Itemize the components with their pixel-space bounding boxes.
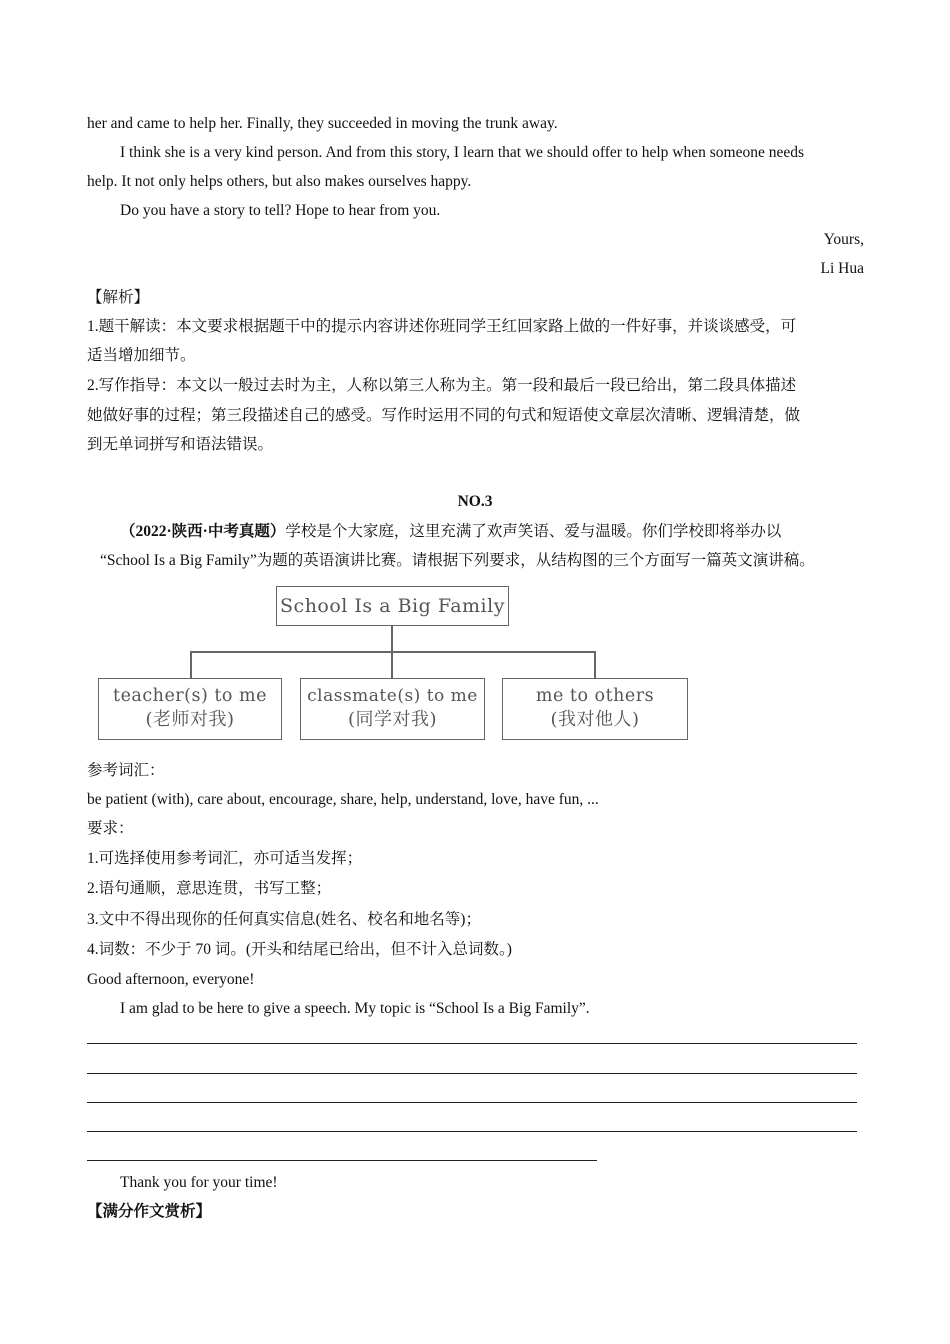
writing-line <box>87 1043 857 1044</box>
letter-closing: Yours, <box>823 231 864 248</box>
letter-paragraph-2-line-2: help. It not only helps others, but also makes ourselves happy. <box>87 173 472 190</box>
analysis-item-1-line-2: 适当增加细节。 <box>87 347 196 364</box>
speech-opening: I am glad to be here to give a speech. My topic is “School Is a Big Family”. <box>120 1000 590 1017</box>
requirement-item: 3.文中不得出现你的任何真实信息(姓名、校名和地名等)； <box>87 911 481 928</box>
diagram-connector-left <box>190 651 192 678</box>
requirement-item: 2.语句通顺，意思连贯，书写工整； <box>87 880 332 897</box>
requirement-item: 4.词数：不少于 70 词。(开头和结尾已给出，但不计入总词数。) <box>87 941 512 958</box>
question-prompt-text: 学校是个大家庭，这里充满了欢声笑语、爱与温暖。你们学校即将举办以 <box>285 523 782 540</box>
question-prompt-line-1 <box>120 521 781 543</box>
diagram-box-teachers <box>98 678 282 740</box>
diagram-box-teachers-en: teacher(s) to me <box>113 686 267 706</box>
diagram-box-teachers-zh: (老师对我) <box>145 709 235 730</box>
diagram-box-classmates-zh: (同学对我) <box>347 709 438 730</box>
letter-paragraph-2-line-1: I think she is a very kind person. And from this story, I learn that we should offer to help when someone needs <box>120 144 805 161</box>
diagram-connector-root <box>391 625 393 652</box>
question-source: （2022·陕西·中考真题） <box>120 523 286 540</box>
writing-line <box>87 1102 857 1103</box>
writing-line <box>87 1131 857 1132</box>
diagram-root-box <box>276 586 509 626</box>
diagram-root-label: School Is a Big Family <box>280 595 505 617</box>
vocab-label: 参考词汇： <box>87 762 165 779</box>
speech-greeting: Good afternoon, everyone! <box>87 971 255 988</box>
writing-line <box>87 1160 597 1161</box>
diagram-box-classmates-en: classmate(s) to me <box>307 686 478 706</box>
diagram-connector-horizontal <box>190 651 596 653</box>
analysis-heading: 【解析】 <box>87 289 150 306</box>
analysis-item-2-line-1: 2.写作指导：本文以一般过去时为主，人称以第三人称为主。第一段和最后一段已给出，第二段具体描述 <box>87 377 797 394</box>
requirements-label: 要求： <box>87 820 134 837</box>
requirement-item: 1.可选择使用参考词汇，亦可适当发挥； <box>87 850 363 867</box>
analysis-item-1-line-1: 1.题干解读：本文要求根据题干中的提示内容讲述你班同学王红回家路上做的一件好事，并谈谈感受，可 <box>87 318 797 335</box>
model-essay-heading: 【满分作文赏析】 <box>87 1203 212 1220</box>
analysis-item-2-line-2: 她做好事的过程；第三段描述自己的感受。写作时运用不同的句式和短语使文章层次清晰、逻辑清楚，做 <box>87 407 801 424</box>
diagram-connector-right <box>594 651 596 678</box>
question-number: NO.3 <box>457 493 493 510</box>
question-prompt-line-2: “School Is a Big Family”为题的英语演讲比赛。请根据下列要求，从结构图的三个方面写一篇英文演讲稿。 <box>100 552 815 569</box>
diagram-connector-middle <box>391 651 393 678</box>
analysis-item-2-line-3: 到无单词拼写和语法错误。 <box>87 436 274 453</box>
letter-paragraph-end: her and came to help her. Finally, they succeeded in moving the trunk away. <box>87 115 558 132</box>
diagram-box-me-to-others <box>502 678 688 740</box>
diagram-box-me-to-others-zh: (我对他人) <box>550 709 640 730</box>
letter-paragraph-3: Do you have a story to tell? Hope to hear from you. <box>120 202 441 219</box>
writing-line <box>87 1073 857 1074</box>
vocab-words: be patient (with), care about, encourage, share, help, understand, love, have fun, ... <box>87 791 599 808</box>
speech-closing: Thank you for your time! <box>120 1174 278 1191</box>
diagram-box-classmates <box>300 678 485 740</box>
diagram-box-me-to-others-en: me to others <box>535 686 655 706</box>
letter-signature: Li Hua <box>820 260 864 277</box>
